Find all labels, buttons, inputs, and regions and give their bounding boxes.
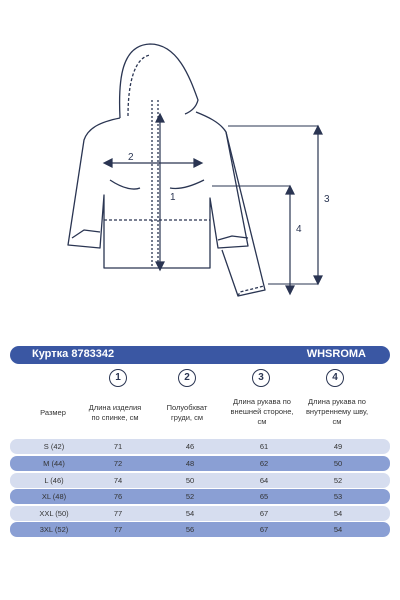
column-number-1: 1 [109, 369, 127, 387]
column-number-2: 2 [178, 369, 196, 387]
size-header: Размер [40, 408, 66, 417]
measure-label-2: 2 [128, 152, 134, 163]
value-cell: 77 [113, 525, 123, 534]
size-cell: L (46) [44, 476, 64, 485]
brand-name: WHSROMA [306, 348, 366, 360]
value-cell: 54 [333, 525, 343, 534]
size-cell: XXL (50) [39, 509, 69, 518]
value-cell: 61 [259, 442, 269, 451]
column-header-4: Длина рукава по внутреннему шву, см [305, 397, 369, 426]
size-cell: 3XL (52) [39, 525, 69, 534]
column-number-4: 4 [326, 369, 344, 387]
value-cell: 50 [333, 459, 343, 468]
size-cell: S (42) [43, 442, 65, 451]
value-cell: 76 [113, 492, 123, 501]
size-cell: M (44) [43, 459, 65, 468]
column-number-3: 3 [252, 369, 270, 387]
value-cell: 64 [259, 476, 269, 485]
value-cell: 74 [113, 476, 123, 485]
value-cell: 71 [113, 442, 123, 451]
value-cell: 50 [185, 476, 195, 485]
table-row [10, 506, 390, 521]
column-header-3: Длина рукава по внешней стороне, см [230, 397, 294, 426]
measure-label-1: 1 [170, 192, 176, 203]
value-cell: 54 [185, 509, 195, 518]
value-cell: 56 [185, 525, 195, 534]
value-cell: 48 [185, 459, 195, 468]
value-cell: 62 [259, 459, 269, 468]
column-header-2: Полуобхват груди, см [166, 403, 208, 422]
value-cell: 49 [333, 442, 343, 451]
value-cell: 46 [185, 442, 195, 451]
table-row [10, 456, 390, 471]
measure-label-3: 3 [324, 194, 330, 205]
table-row [10, 522, 390, 537]
value-cell: 67 [259, 525, 269, 534]
value-cell: 53 [333, 492, 343, 501]
table-row [10, 439, 390, 454]
value-cell: 67 [259, 509, 269, 518]
value-cell: 52 [185, 492, 195, 501]
size-cell: XL (48) [41, 492, 67, 501]
measure-label-4: 4 [296, 224, 302, 235]
column-header-1: Длина изделия по спинке, см [88, 403, 142, 422]
table-row [10, 489, 390, 504]
product-title: Куртка 8783342 [32, 348, 115, 360]
value-cell: 65 [259, 492, 269, 501]
value-cell: 54 [333, 509, 343, 518]
value-cell: 72 [113, 459, 123, 468]
value-cell: 52 [333, 476, 343, 485]
value-cell: 77 [113, 509, 123, 518]
table-row [10, 473, 390, 488]
title-bar [10, 346, 390, 364]
